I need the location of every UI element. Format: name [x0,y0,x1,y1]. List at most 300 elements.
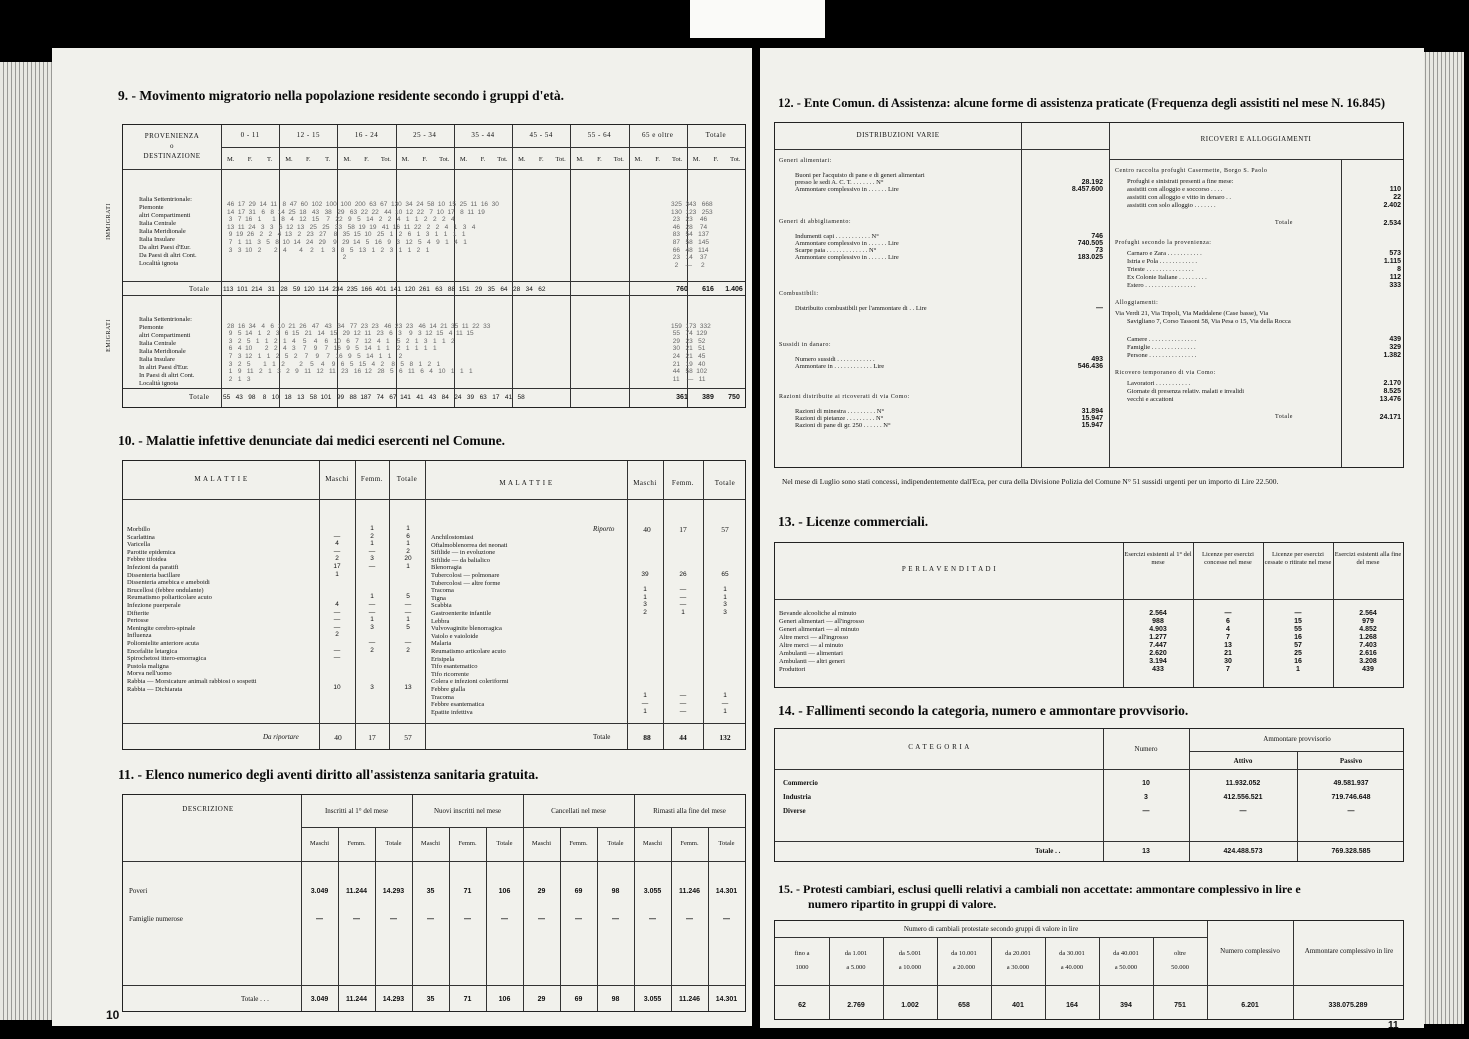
line-value: 573 [1389,250,1401,257]
line-label: Famiglie . . . . . . . . . . . . . . [1127,344,1196,351]
row-label: Altre merci — al minuto [779,642,844,649]
line-label: Profughi e sinistrati presenti a fine mese: [1127,178,1234,185]
femm-header-left: Femm. [360,475,384,483]
age-group-header: 12 - 15 [296,131,320,139]
row-value: — [612,916,619,923]
range-bottom: a 10.000 [898,964,922,971]
row-value: 14.301 [715,888,738,895]
riporto-value: 17 [679,525,687,534]
section-9-table [105,124,746,408]
sub-header: Maschi [309,840,330,847]
disease-label: Brucellosi (febbre ondulante) [127,586,204,594]
sub-header: Totale [607,840,624,847]
malattie-header-left: M A L A T T I E [194,475,248,483]
attivo-value: 11.932.052 [1225,780,1261,787]
row-value: 98 [611,888,620,895]
emigrati-total: 361 [676,394,688,401]
total-value: 3.049 [310,996,329,1003]
total-value: 11.244 [345,996,368,1003]
emigrati-row-label: In Paesi di altri Cont. [139,372,195,379]
sex-subheader: T. [266,156,273,163]
attivo-header: Attivo [1233,757,1253,765]
sex-subheader: F. [480,156,486,163]
range-value: 658 [958,1002,970,1009]
disease-label: Tubercolosi — altre forme [431,579,501,587]
column-divider [634,795,635,1011]
right-femm-values: 26 — — — 1 — — — [679,570,687,715]
column-divider [523,795,524,1011]
section-15-title-line2: numero ripartito in gruppi di valore. [808,897,997,911]
line-value: 1.115 [1383,258,1401,265]
row-value: 16 [1294,658,1302,665]
row-label: Ambulanti — altri generi [779,658,845,665]
attivo-value: 412.556.521 [1223,794,1263,801]
emigrati-row-label: Piemonte [139,324,164,331]
right-page-number: 11 [1388,1020,1399,1028]
disease-label: Scarlattina [127,533,155,541]
age-group-header: 55 - 64 [587,131,612,139]
section-14-title: 14. - Fallimenti secondo la categoria, numero e ammontare provvisorio. [778,703,1189,718]
immigrati-row-label: Piemonte [139,204,164,211]
sex-subheader: F. [713,156,719,163]
row-value: — [649,916,656,923]
line-label: Trieste . . . . . . . . . . . . . . . [1127,266,1194,273]
provenienza-header: PROVENIENZA o DESTINAZIONE [143,132,201,160]
range-value: 394 [1120,1002,1132,1009]
row-value: 14.293 [382,888,405,895]
range-value: 2.769 [847,1002,865,1009]
emigrati-row-label: Italia Settentrionale: [139,316,192,323]
emigrati-side-label: EMIGRATI [105,319,112,352]
range-bottom: a 5.000 [846,964,866,971]
disease-label: Rabbia — Morsicature animali rabbiosi o sospetti [127,678,257,685]
da-riportare-value: 17 [368,733,376,742]
range-top: da 30.001 [1059,950,1085,957]
immigrati-row-label: Italia Insulare [139,236,175,243]
sex-subheader: T. [325,156,331,163]
row-value: 4.852 [1359,626,1377,633]
row-value: 1.277 [1149,634,1167,641]
row-value: 55 [1294,626,1302,633]
row-value: — [723,916,730,923]
total-value: 11.246 [678,996,701,1003]
vendita-header: P E R L A V E N D I T A D I [901,565,997,573]
disease-label: Difterite [127,609,150,617]
disease-label: Infezione puerperale [127,602,181,609]
range-bottom: a 50.000 [1114,964,1138,971]
totale-value: 24.171 [1379,414,1401,421]
row-label: Poveri [129,887,148,895]
row-value: — [1224,610,1232,617]
ricoveri-header: RICOVERI E ALLOGGIAMENTI [1200,135,1312,143]
block-heading: Razioni distribuite ai ricoverati di via Como: [779,394,910,400]
total-value: 69 [574,996,583,1003]
range-value: 164 [1066,1002,1078,1009]
sex-subheader: Tot. [380,156,392,163]
section-9-title: 9. - Movimento migratorio nella popolazione residente secondo i gruppi d'età. [118,88,564,103]
disease-label: Reumatismo articolare acuto [431,648,506,655]
immigrati-row-label: altri Compartimenti [139,212,191,219]
left-femm-values: 1 2 1 — 3 — 1 — — 1 3 — 2 3 [368,525,376,692]
section-11-title: 11. - Elenco numerico degli aventi diritto all'assistenza sanitaria gratuita. [118,767,539,782]
femm-header-right: Femm. [671,479,695,487]
disease-label: Anchilostomiasi [431,534,474,541]
attivo-value: — [1239,808,1247,815]
column-divider [1153,937,1154,1019]
row-value: — [464,916,471,923]
immigrati-total: 1.406 [725,286,743,293]
left-maschi-values: — 4 — 2 17 1 4 — — — 2 — — 10 [333,532,341,692]
sex-subheader: M. [401,156,410,163]
disease-label: Meningite cerebro-spinale [127,624,196,632]
totale-value: 2.534 [1383,220,1401,227]
line-value: 8.457.600 [1071,186,1103,193]
disease-label: Sifilide — in evoluzione [431,549,496,557]
top-tab [690,0,825,38]
sex-subheader: F. [305,156,311,163]
disease-label: Febbre esantematica [431,701,485,709]
line-label: Carnaro e Zara . . . . . . . . . . . [1127,250,1202,257]
line-value: 22 [1393,194,1401,201]
totale-header-left: Totale [396,475,418,483]
passivo-value: 719.746.648 [1331,794,1371,801]
line-label: vecchi e accattoni [1127,396,1174,403]
column-divider [937,937,938,1019]
line-value: 546.436 [1077,363,1103,370]
emigrati-total: 389 [702,394,714,401]
sex-subheader: F. [538,156,544,163]
line-label: Buoni per l'acquisto di pane e di generi alimentari [795,172,925,179]
right-maschi-values: 39 1 1 3 2 1 — 1 [641,570,649,715]
section-12-table [774,122,1404,468]
row-label: Famiglie numerose [129,915,183,923]
row-label: Ambulanti — alimentari [779,650,843,657]
disease-label: Colera e infezioni coleriformi [431,678,509,686]
numero-value: 10 [1142,780,1150,787]
row-value: 988 [1152,618,1164,625]
disease-label: Varicella [127,541,151,549]
row-value: 11.246 [678,888,701,895]
ammontare-complessivo-header: Ammontare complessivo in lire [1304,947,1394,955]
line-label: Distribuito combustibili per l'ammontare di . . Lire [795,305,927,312]
line-label: assistiti con alloggio e soccorso . . . . [1127,186,1223,193]
line-label: Razioni di pietanze . . . . . . . . . N° [795,415,884,422]
column-divider [829,937,830,1019]
line-label: Savigliano 7, Corso Tassoni 58, Via Pesa o 15, Via della Rocca [1127,318,1291,325]
line-label: Estero . . . . . . . . . . . . . . . . [1127,282,1196,289]
disease-label: Febbre tifoidea [127,556,167,564]
column-divider [629,125,630,407]
line-label: Razioni di minestra . . . . . . . . . N° [795,408,885,415]
section-13-title: 13. - Licenze commerciali. [778,514,929,529]
block-heading: Centro raccolta profughi Casermette, Borgo S. Paolo [1115,168,1268,174]
range-top: fino a [794,950,810,957]
row-value: — [427,916,434,923]
row-value: 7.447 [1149,642,1167,649]
row-value: — [1294,610,1302,617]
emigrati-values: 28 16 34 4 6 10 21 26 47 43 34 77 23 23 46 23 23 46 14 21 35 11 22 33 9 5 14 1 2 3 6 15 21 14 15 29 12 11 23 6 3 9 3 12 15 4 11 15 3 2 5 1 1 2 1 4 5 4 6 10 6 7 12 4 1 5 2 1 3 1 1 2 6 4 10 2 2 4 3 7 9 7 16 9 5 14 1 1 2 1 1 1 1 7 3 12 1 1 2 5 2 7 9 7 16 9 5 14 1 1 2 3 2 5 1 1 2 2 5 4 9 6 5 15 4 2 8 5 8 1 2 1 1 9 11 2 1 3 2 9 11 12 11 23 16 12 28 5 6 11 6 4 10 1 1 1 2 1 3 [227,322,491,383]
disease-label: Lebbra [431,617,450,625]
disease-label: Blenorragia [431,564,462,572]
riporto-label: Riporto [593,525,615,533]
row-label: Produttori [779,666,806,673]
block-heading: Ricovero temporaneo di via Como: [1115,370,1216,376]
age-group-header: 16 - 24 [354,131,379,139]
malattie-header-right: M A L A T T I E [499,479,553,487]
line-value: 13.476 [1379,396,1401,403]
range-bottom: 50.000 [1171,964,1189,971]
total-label: Totale . . . [241,995,269,1003]
disease-label: Febbre gialla [431,686,466,693]
row-value: 7.403 [1359,642,1377,649]
block-heading: Generi alimentari: [779,158,832,164]
sex-subheader: M. [518,156,526,163]
range-top: da 1.001 [844,950,868,957]
row-value: 6 [1226,618,1230,625]
line-value: 746 [1091,233,1103,240]
ammontare-complessivo-value: 338.075.289 [1328,1002,1368,1009]
line-value: 31.894 [1081,408,1103,415]
row-value: 35 [426,888,435,895]
group-header: Nuovi inscritti nel mese [433,807,502,815]
disease-label: Poliomielite anteriore acuta [127,640,199,647]
row-value: — [686,916,693,923]
range-top: da 10.001 [951,950,977,957]
sex-subheader: Tot. [613,156,624,163]
row-value: 1 [1296,666,1300,673]
column-header: Licenze per esercizi cessate o ritirate nel mese [1264,551,1332,566]
disease-label: Oftalmoblenorrea dei neonati [431,541,508,549]
row-value: 11.244 [345,888,368,895]
row-value: — [501,916,508,923]
sex-subheader: Tot. [730,156,741,163]
disease-label: Morbillo [127,526,151,533]
line-value: 329 [1389,344,1401,351]
sex-subheader: F. [597,156,602,163]
line-label: Scarpe paia . . . . . . . . . . . . . N° [795,247,877,254]
line-label: Indumenti capi . . . . . . . . . . . N° [795,233,879,240]
emigrati-row-label: altri Compartimenti [139,332,191,339]
emigrati-row-label: Italia Insulare [139,356,175,363]
totale-value: 88 [643,733,651,742]
numero-complessivo-value: 6.201 [1241,1002,1259,1009]
disease-label: Influenza [127,632,152,640]
disease-label: Malaria [431,640,452,648]
column-divider [512,125,513,407]
row-label: Generi alimentari — all'ingrosso [779,618,865,625]
passivo-value: 49.581.937 [1333,780,1369,787]
row-value: 30 [1224,658,1232,665]
emigrati-total: 750 [728,394,740,401]
line-value: 1.382 [1383,352,1401,359]
left-page [52,48,752,1026]
totale-label: Totale [1275,220,1293,226]
emigrati-totals-row: 55 43 98 8 10 18 13 58 101 99 88 187 74 67 141 41 43 84 24 39 63 17 41 58 [223,394,525,401]
range-value: 401 [1012,1002,1024,1009]
total-passivo: 769.328.585 [1331,848,1371,855]
total-label: Totale . . [1035,847,1061,855]
line-label: Ammontare complessivo in . . . . . . Lire [795,186,899,193]
sex-subheader: M. [634,156,642,163]
disease-label: Rabbia — Dichiarata [127,685,183,693]
line-value: 15.947 [1081,422,1103,429]
protesti-group-header: Numero di cambiali protestate secondo gruppi di valore in lire [903,925,1079,933]
column-divider [570,125,571,407]
totale-label: Totale [1275,414,1293,420]
emigrati-row-label: Italia Meridionale [139,348,186,355]
disease-label: Tracoma [431,693,454,701]
line-value: 15.947 [1081,415,1103,422]
block-heading: Combustibili: [779,291,819,297]
row-value: 15 [1294,618,1302,625]
da-riportare-value: 57 [404,733,412,742]
immigrati-row-label: Italia Meridionale [139,228,186,235]
line-label: Ammontare complessivo in . . . . . . Lire [795,254,899,261]
row-value: 3.049 [310,888,329,895]
row-value: 29 [537,888,546,895]
sex-subheader: Tot. [555,156,566,163]
total-value: 35 [426,996,435,1003]
row-value: — [316,916,323,923]
disease-label: Gastroenterite infantile [431,610,492,617]
total-value: 106 [498,996,511,1003]
immigrati-totals-row: 113 101 214 31 28 59 120 114 234 235 166 401 141 120 261 63 88 151 29 35 64 28 34 62 [223,286,546,293]
row-value: 2.564 [1149,610,1167,617]
range-bottom: 1000 [795,964,809,971]
disease-label: Tracoma [431,587,454,595]
line-label: Persone . . . . . . . . . . . . . . . [1127,352,1197,359]
column-divider [991,937,992,1019]
sex-subheader: Tot. [497,156,508,163]
sex-subheader: M. [343,156,351,163]
numero-value: — [1142,808,1150,815]
totale-header-right: Totale [714,479,736,487]
block-heading: Sussidi in danaro: [779,342,831,348]
row-value: 3.208 [1359,658,1377,665]
sex-subheader: M. [285,156,293,163]
riporto-value: 40 [643,525,651,534]
row-value: 7 [1226,634,1230,641]
disease-label: Encefalite letargica [127,647,178,655]
sub-header: Femm. [569,840,588,847]
sub-header: Totale [385,840,402,847]
column-divider [1099,937,1100,1019]
emigrati-row-label: Italia Centrale [139,340,176,347]
emigrati-row-label: Località ignota [139,380,179,387]
immigrati-row-label: Italia Centrale [139,220,176,227]
age-group-header: Totale [705,131,727,139]
right-page [760,48,1424,1028]
row-label: Industria [783,793,812,801]
sex-subheader: M. [459,156,468,163]
maschi-header-left: Maschi [325,475,349,483]
age-group-header: 0 - 11 [240,131,260,139]
line-label: Via Verdi 21, Via Tripoli, Via Maddalene (Case basse), Via [1115,310,1269,317]
line-value: 2.402 [1383,202,1401,209]
range-bottom: a 30.000 [1006,964,1030,971]
passivo-value: — [1347,808,1355,815]
row-value: — [353,916,360,923]
total-attivo: 424.488.573 [1223,848,1263,855]
line-label: presso le sedi A. C. T. . . . . . . . N° [795,179,884,186]
row-value: 1.268 [1359,634,1377,641]
emigrati-total-values: 159 173 332 55 74 129 29 23 52 30 21 51 24 21 45 21 19 40 44 58 102 11 — 11 [671,322,711,383]
disease-label: Infezioni da paratifi [127,564,179,571]
group-header: Cancellati nel mese [551,807,606,815]
disease-label: Tubercolosi — polmonare [431,572,500,579]
row-value: — [538,916,545,923]
sub-header: Totale [718,840,735,847]
disease-label: Tigna [431,594,446,602]
section-10-table [122,460,746,750]
line-label: Camere . . . . . . . . . . . . . . . [1127,336,1196,343]
immigrati-totale-label: Totale [189,285,210,293]
age-group-header: 65 e oltre [641,131,674,139]
column-header: Esercizi esistenti al 1° del mese [1124,551,1192,566]
section-11-table [122,794,746,1012]
row-value: 2.616 [1359,650,1377,657]
line-label: assistiti con solo alloggio . . . . . . . [1127,202,1216,209]
immigrati-total: 760 [676,286,688,293]
right-totale-values: 65 1 1 3 3 1 — 1 [721,570,729,715]
totale-footer-label: Totale [593,733,611,741]
immigrati-total: 616 [702,286,714,293]
line-value: 493 [1091,356,1103,363]
da-riportare-value: 40 [334,733,342,742]
disease-label: Spirochetosi ittero-emorragica [127,655,207,663]
categoria-header: C A T E G O R I A [908,743,970,751]
section-15-table [774,920,1404,1020]
sex-subheader: M. [227,156,235,163]
row-value: 71 [463,888,472,895]
row-value: 3.055 [643,888,662,895]
row-value: 3.194 [1149,658,1167,665]
total-value: 98 [611,996,620,1003]
disease-label: Vulvovaginite blenorragica [431,625,502,633]
totale-value: 132 [719,733,731,742]
line-value: 333 [1389,282,1401,289]
numero-complessivo-header: Numero complessivo [1220,947,1280,955]
range-bottom: a 20.000 [952,964,976,971]
sub-header: Femm. [680,840,699,847]
block-heading: Generi di abbigliamento: [779,219,851,225]
sex-subheader: F. [247,156,253,163]
row-value: 21 [1224,650,1232,657]
section-14-table [774,728,1404,862]
line-value: 740.505 [1077,240,1103,247]
group-header: Inscritti al 1° del mese [324,807,389,815]
da-riportare-label: Da riportare [263,733,299,741]
row-value: 439 [1362,666,1374,673]
sex-subheader: M. [692,156,701,163]
immigrati-total-values: 325 343 668 130 123 253 23 23 46 46 28 74 83 54 137 87 58 145 66 48 114 23 14 37 2 — 2 [671,201,713,269]
left-page-number: 10 [106,1008,120,1022]
maschi-header-right: Maschi [633,479,657,487]
range-value: 751 [1174,1002,1186,1009]
total-value: 3.055 [643,996,662,1003]
column-divider [412,795,413,1011]
row-value: 4 [1226,626,1230,633]
disease-label: Pustola maligna [127,662,169,670]
sex-subheader: Tot. [439,156,450,163]
row-value: — [390,916,397,923]
sex-subheader: Tot. [671,156,683,163]
block-heading: Alloggiamenti: [1115,300,1159,306]
row-value: 979 [1362,618,1374,625]
row-value: 106 [498,888,511,895]
total-value: 29 [537,996,546,1003]
range-value: 62 [798,1002,806,1009]
